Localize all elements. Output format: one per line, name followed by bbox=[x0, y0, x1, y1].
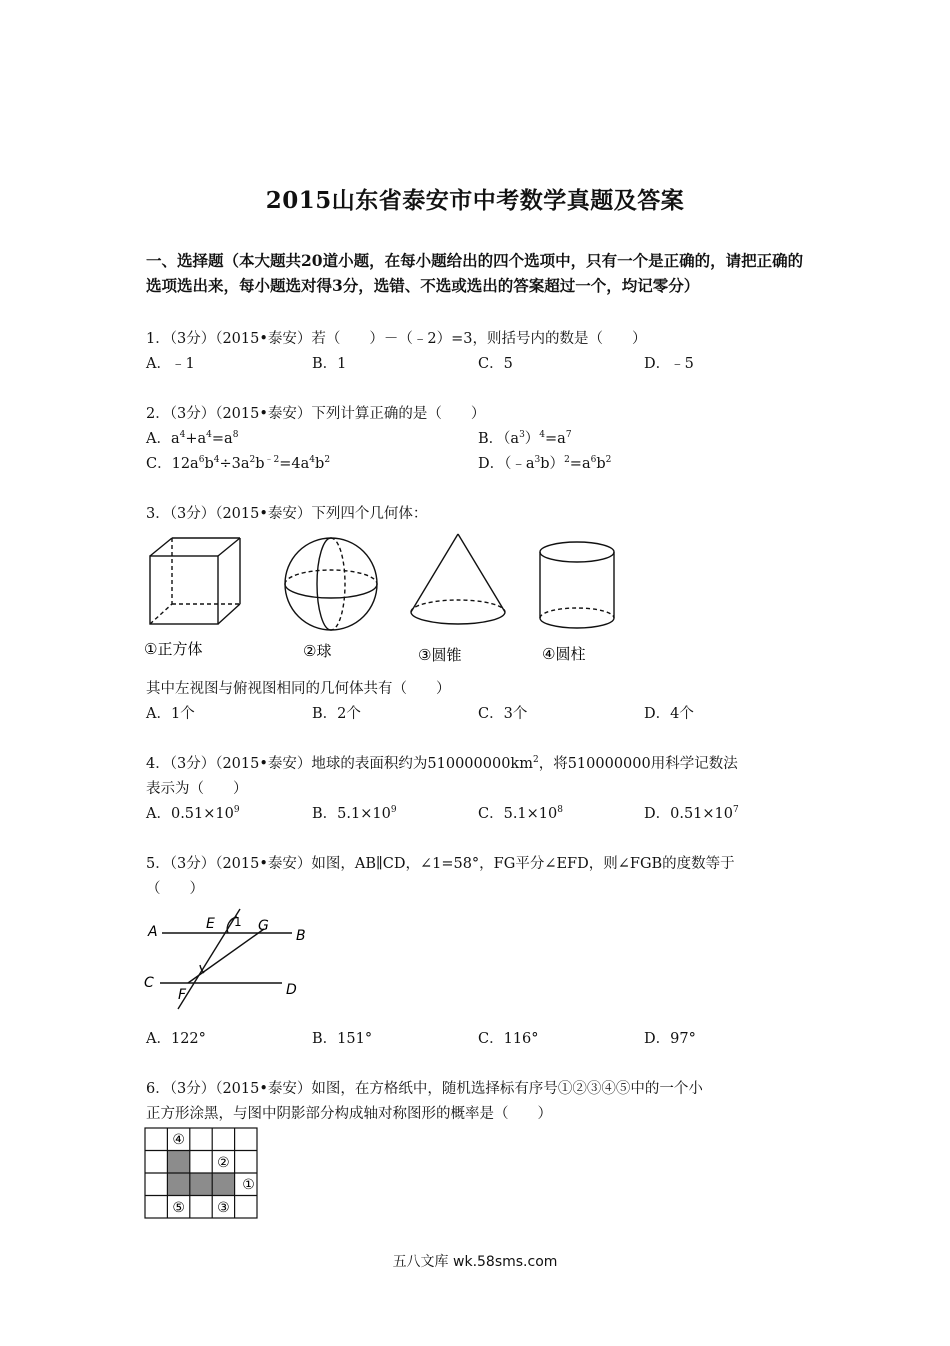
shaded-cell bbox=[212, 1173, 234, 1196]
label-e: E bbox=[206, 916, 215, 932]
cylinder-drawing bbox=[540, 542, 614, 628]
q3-stem: 3．（3分）（2015•泰安）下列四个几何体： bbox=[146, 506, 428, 522]
caption-cylinder: ④圆柱 bbox=[542, 645, 586, 663]
q2-stem: 2．（3分）（2015•泰安）下列计算正确的是（ ） bbox=[146, 406, 486, 422]
label-angle-1: 1 bbox=[234, 915, 242, 929]
q3-option-b: B．2个 bbox=[312, 706, 361, 722]
q3-option-d: D．4个 bbox=[644, 706, 694, 722]
q6-stem: 6．（3分）（2015•泰安）如图，在方格纸中，随机选择标有序号①②③④⑤中的一个小 bbox=[146, 1081, 703, 1097]
q1-option-a: A．﹣1 bbox=[146, 356, 195, 372]
label-f: F bbox=[178, 987, 187, 1003]
line-fg bbox=[188, 929, 264, 983]
sphere-drawing bbox=[285, 538, 377, 630]
q5-option-a: A．122° bbox=[146, 1031, 206, 1047]
q1-stem: 1．（3分）（2015•泰安）若（ ）－（﹣2）=3，则括号内的数是（ ） bbox=[146, 331, 647, 347]
q2-option-d: D．$(﹣a^3b)^2=a^6b^2$ bbox=[478, 455, 612, 472]
grid-label-3: ③ bbox=[217, 1200, 230, 1216]
q5-option-d: D．97° bbox=[644, 1031, 696, 1047]
grid-lines bbox=[145, 1128, 257, 1218]
page-title: 2015山东省泰安市中考数学真题及答案 bbox=[265, 187, 685, 214]
q5-stem-line2: （ ） bbox=[146, 881, 204, 897]
q4-stem: 4．（3分）（2015•泰安）地球的表面积约为$510000000km^2$，将510000000用科学记数法 bbox=[146, 755, 738, 772]
q2-option-b: B．$(a^3)^4=a^7$ bbox=[478, 430, 572, 447]
caption-cube: ①正方体 bbox=[144, 640, 203, 658]
q5-option-c: C．116° bbox=[478, 1031, 539, 1047]
q5-parallel-lines-figure bbox=[140, 905, 310, 1017]
q3-option-c: C．3个 bbox=[478, 706, 528, 722]
section-header: 一、选择题（本大题共20道小题，在每小题给出的四个选项中，只有一个是正确的，请把正确的选项选出来，每小题选对得3分，选错、不选或选出的答案超过一个，均记零分） bbox=[146, 251, 804, 295]
label-a: A bbox=[148, 924, 158, 940]
q4-stem-line2: 表示为（ ） bbox=[146, 781, 248, 797]
label-b: B bbox=[296, 928, 306, 944]
q4-option-c: C．$5.1\times 10^8$ bbox=[478, 805, 563, 822]
shaded-cell bbox=[190, 1173, 212, 1196]
q1-option-c: C．5 bbox=[478, 356, 513, 372]
q5-option-b: B．151° bbox=[312, 1031, 373, 1047]
shaded-cell bbox=[167, 1151, 189, 1174]
shaded-cell bbox=[167, 1173, 189, 1196]
cone-drawing bbox=[411, 534, 505, 624]
grid-label-4: ④ bbox=[172, 1132, 185, 1148]
q3-solids-figure bbox=[140, 528, 620, 668]
label-g: G bbox=[258, 918, 269, 934]
q5-stem: 5．（3分）（2015•泰安）如图，AB∥CD，∠1=58°，FG平分∠EFD，则∠FGB的度数等于 bbox=[146, 856, 735, 872]
q2-option-a: A．$a^4+a^4=a^8$ bbox=[146, 430, 239, 447]
q4-option-b: B．$5.1\times 10^9$ bbox=[312, 805, 397, 822]
caption-sphere: ②球 bbox=[303, 642, 332, 660]
cube-drawing bbox=[150, 538, 240, 624]
grid-label-1: ① bbox=[242, 1177, 255, 1193]
q2-option-c: C．$12a^6b^4\div 3a^2b^{﹣2}=4a^4b^2$ bbox=[146, 455, 331, 472]
footer-watermark: 五八文库 wk.58sms.com bbox=[392, 1254, 558, 1270]
q6-stem-line2: 正方形涂黑，与图中阴影部分构成轴对称图形的概率是（ ） bbox=[146, 1106, 552, 1122]
label-d: D bbox=[286, 982, 297, 998]
q1-option-b: B．1 bbox=[312, 356, 347, 372]
q4-option-a: A．$0.51\times 10^9$ bbox=[146, 805, 240, 822]
caption-cone: ③圆锥 bbox=[418, 646, 462, 664]
q3-question: 其中左视图与俯视图相同的几何体共有（ ） bbox=[146, 681, 451, 697]
q4-option-d: D．$0.51\times 10^7$ bbox=[644, 805, 739, 822]
label-c: C bbox=[144, 975, 154, 991]
q1-option-d: D．﹣5 bbox=[644, 356, 694, 372]
q6-grid-figure bbox=[144, 1127, 260, 1221]
q3-option-a: A．1个 bbox=[146, 706, 195, 722]
grid-label-5: ⑤ bbox=[172, 1200, 185, 1216]
grid-label-2: ② bbox=[217, 1155, 230, 1171]
